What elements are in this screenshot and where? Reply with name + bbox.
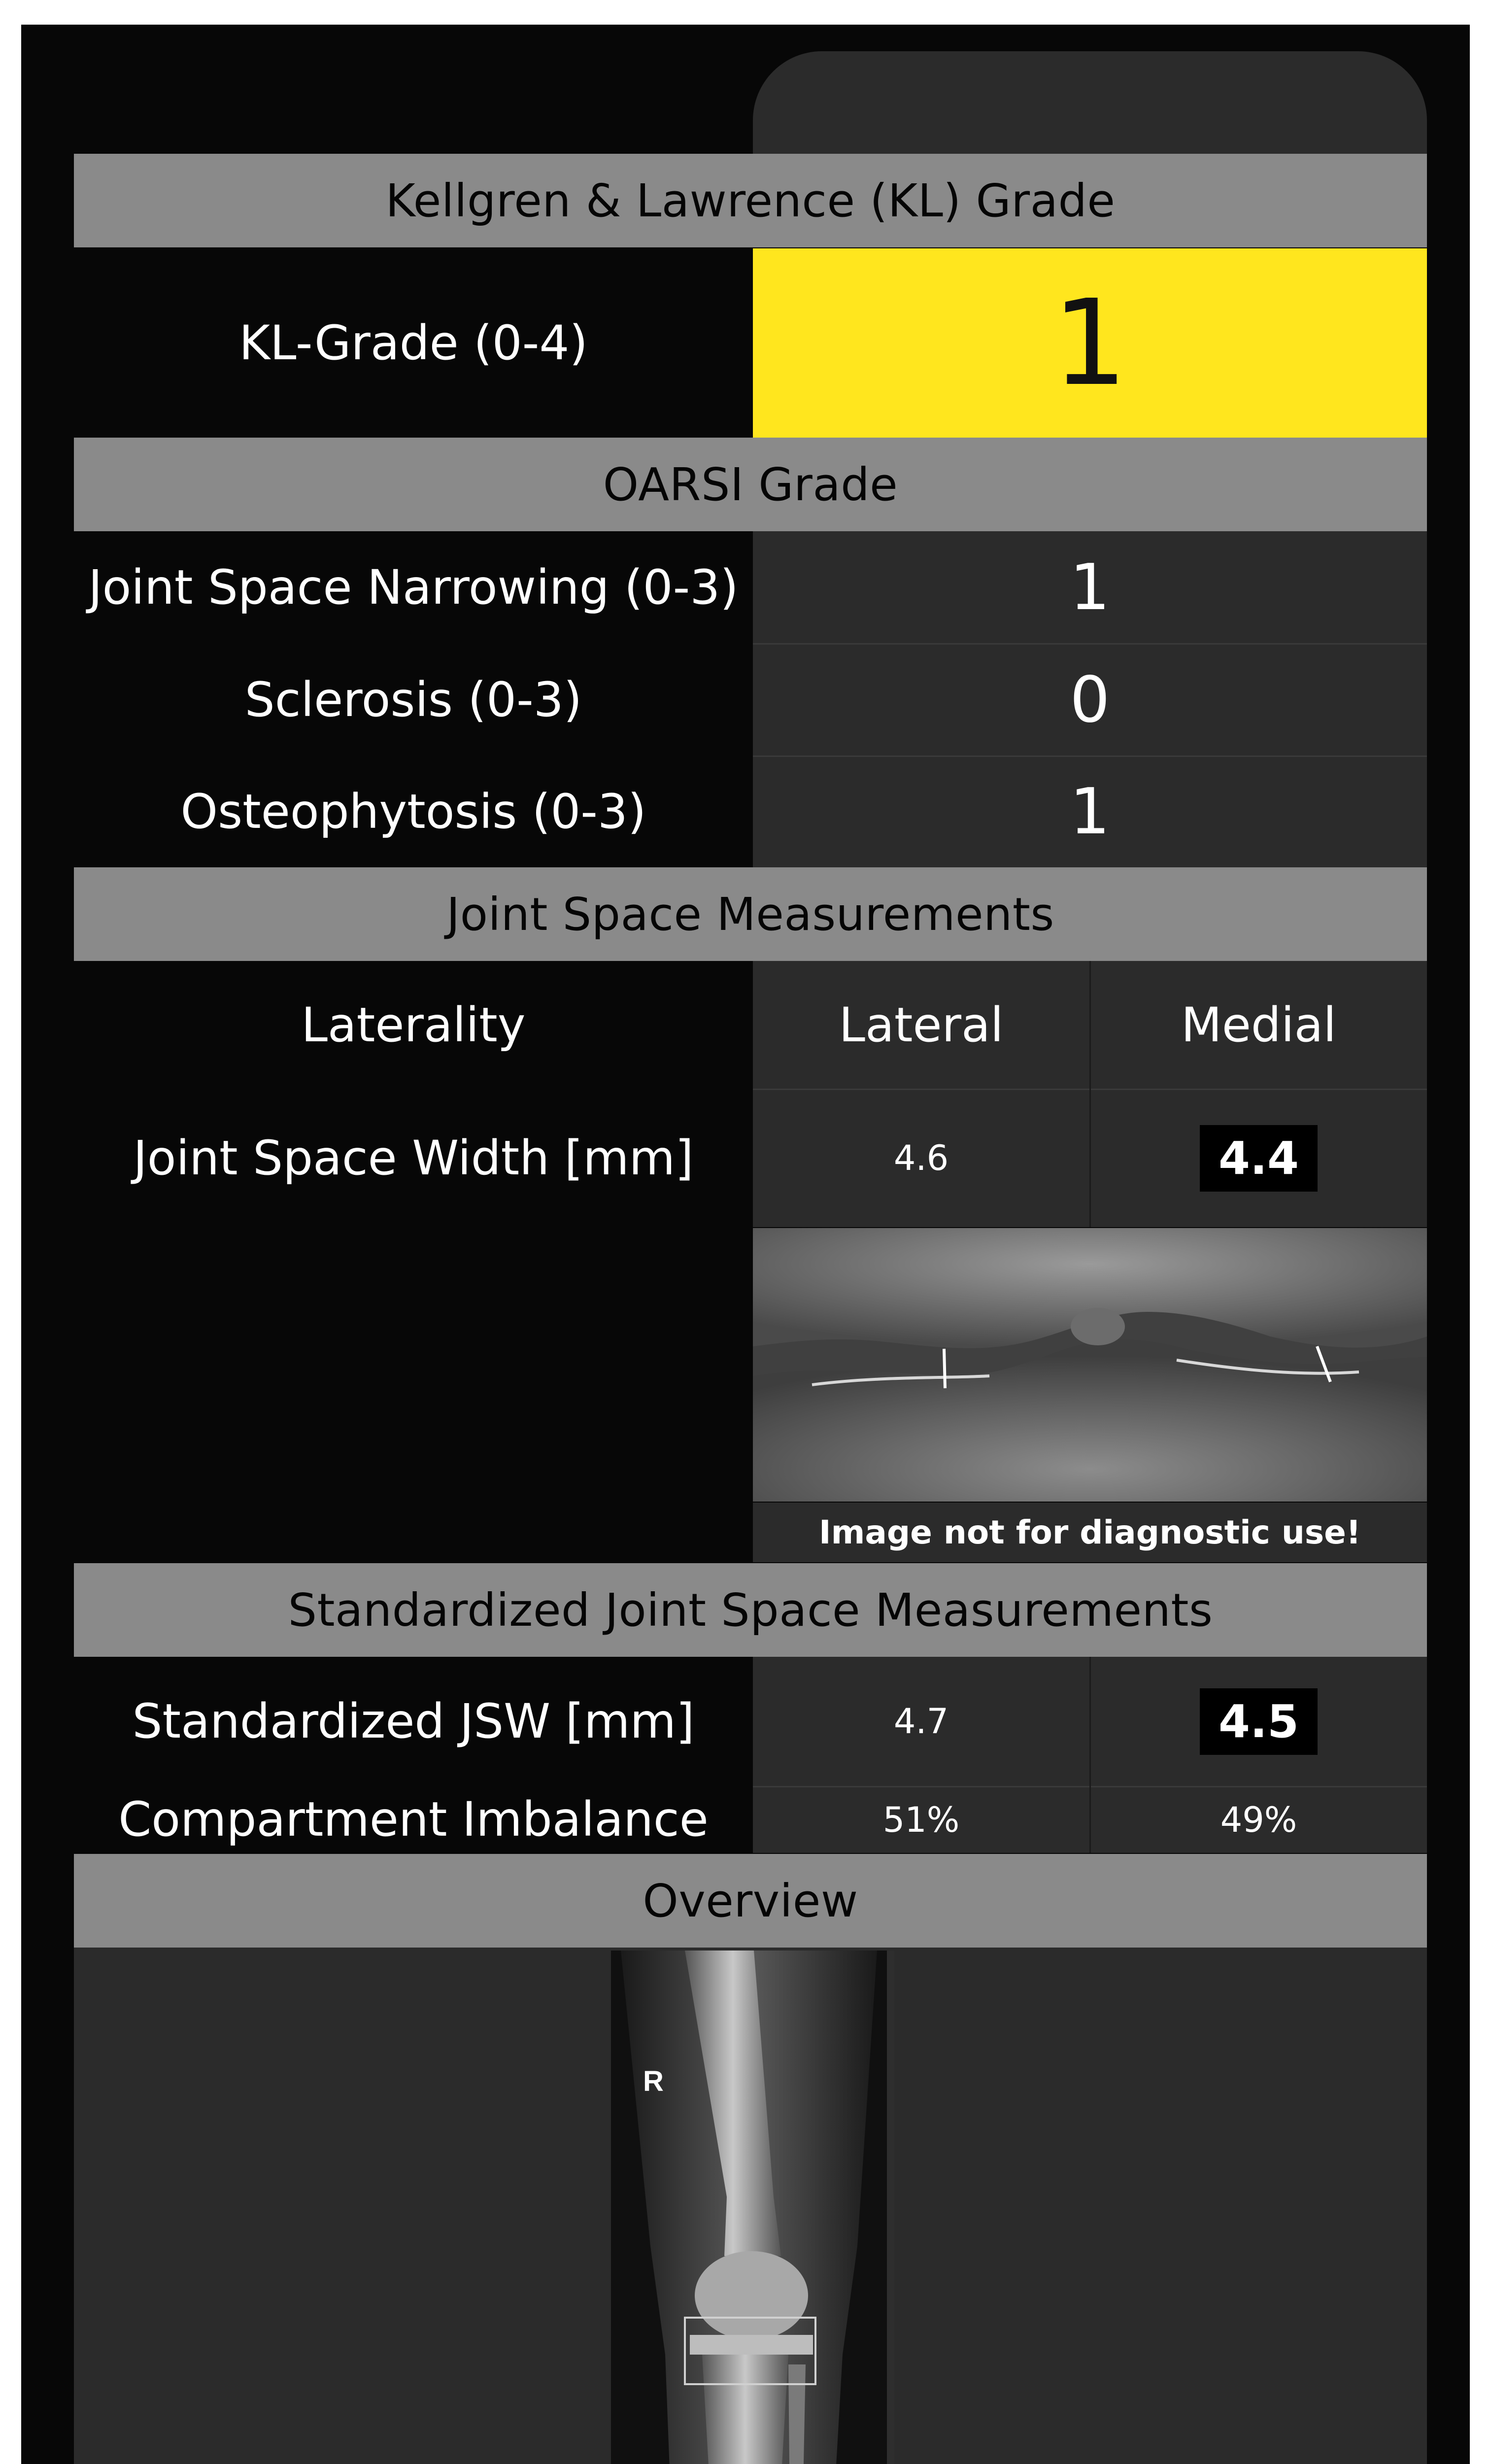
oarsi-jsn-label: Joint Space Narrowing (0-3) — [88, 560, 739, 615]
kl-section-header: Kellgren & Lawrence (KL) Grade — [74, 154, 1427, 247]
row-divider — [753, 755, 1427, 757]
medial-column-header: Medial — [1090, 961, 1427, 1089]
oarsi-osteophytosis-value: 1 — [753, 756, 1427, 867]
std-section-header: Standardized Joint Space Measurements — [74, 1563, 1427, 1657]
jsw-label: Joint Space Width [mm] — [133, 1130, 694, 1186]
jsm-section-header: Joint Space Measurements — [74, 867, 1427, 961]
jsw-medial-value: 4.4 — [1200, 1125, 1318, 1192]
full-leg-xray-image — [611, 1951, 894, 2464]
std-jsw-medial-value: 4.5 — [1200, 1688, 1318, 1755]
report-tab — [753, 51, 1427, 155]
column-divider — [1089, 1657, 1091, 1853]
std-jsw-lateral-value: 4.7 — [753, 1657, 1089, 1786]
oarsi-osteophytosis-label: Osteophytosis (0-3) — [180, 784, 646, 839]
side-marker: R — [643, 2065, 664, 2097]
oarsi-jsn-value: 1 — [753, 531, 1427, 644]
full-leg-xray — [611, 1951, 894, 2464]
laterality-label: Laterality — [301, 997, 526, 1053]
oarsi-sclerosis-value: 0 — [753, 644, 1427, 756]
row-divider — [753, 643, 1427, 645]
oarsi-section-header: OARSI Grade — [74, 438, 1427, 531]
image-disclaimer-caption: Image not for diagnostic use! — [753, 1503, 1427, 1562]
oarsi-sclerosis-label: Sclerosis (0-3) — [244, 672, 582, 727]
std-jsw-label: Standardized JSW [mm] — [132, 1694, 695, 1749]
jsw-medial-cell — [1090, 1089, 1427, 1227]
imbalance-label: Compartment Imbalance — [118, 1792, 709, 1847]
std-jsw-medial-cell — [1090, 1657, 1427, 1786]
knee-joint-xray-image — [753, 1228, 1427, 1502]
lateral-column-header: Lateral — [753, 961, 1089, 1089]
lateral-measurement-line — [944, 1349, 945, 1388]
kl-grade-label: KL-Grade (0-4) — [239, 315, 588, 371]
jsw-lateral-value: 4.6 — [753, 1089, 1089, 1227]
knee-joint-xray — [753, 1228, 1427, 1502]
imbalance-lateral-value: 51% — [753, 1787, 1089, 1853]
column-divider — [1089, 961, 1091, 1227]
kl-grade-value: 1 — [753, 248, 1427, 438]
imbalance-medial-value: 49% — [1090, 1787, 1427, 1853]
overview-section-header: Overview — [74, 1854, 1427, 1948]
